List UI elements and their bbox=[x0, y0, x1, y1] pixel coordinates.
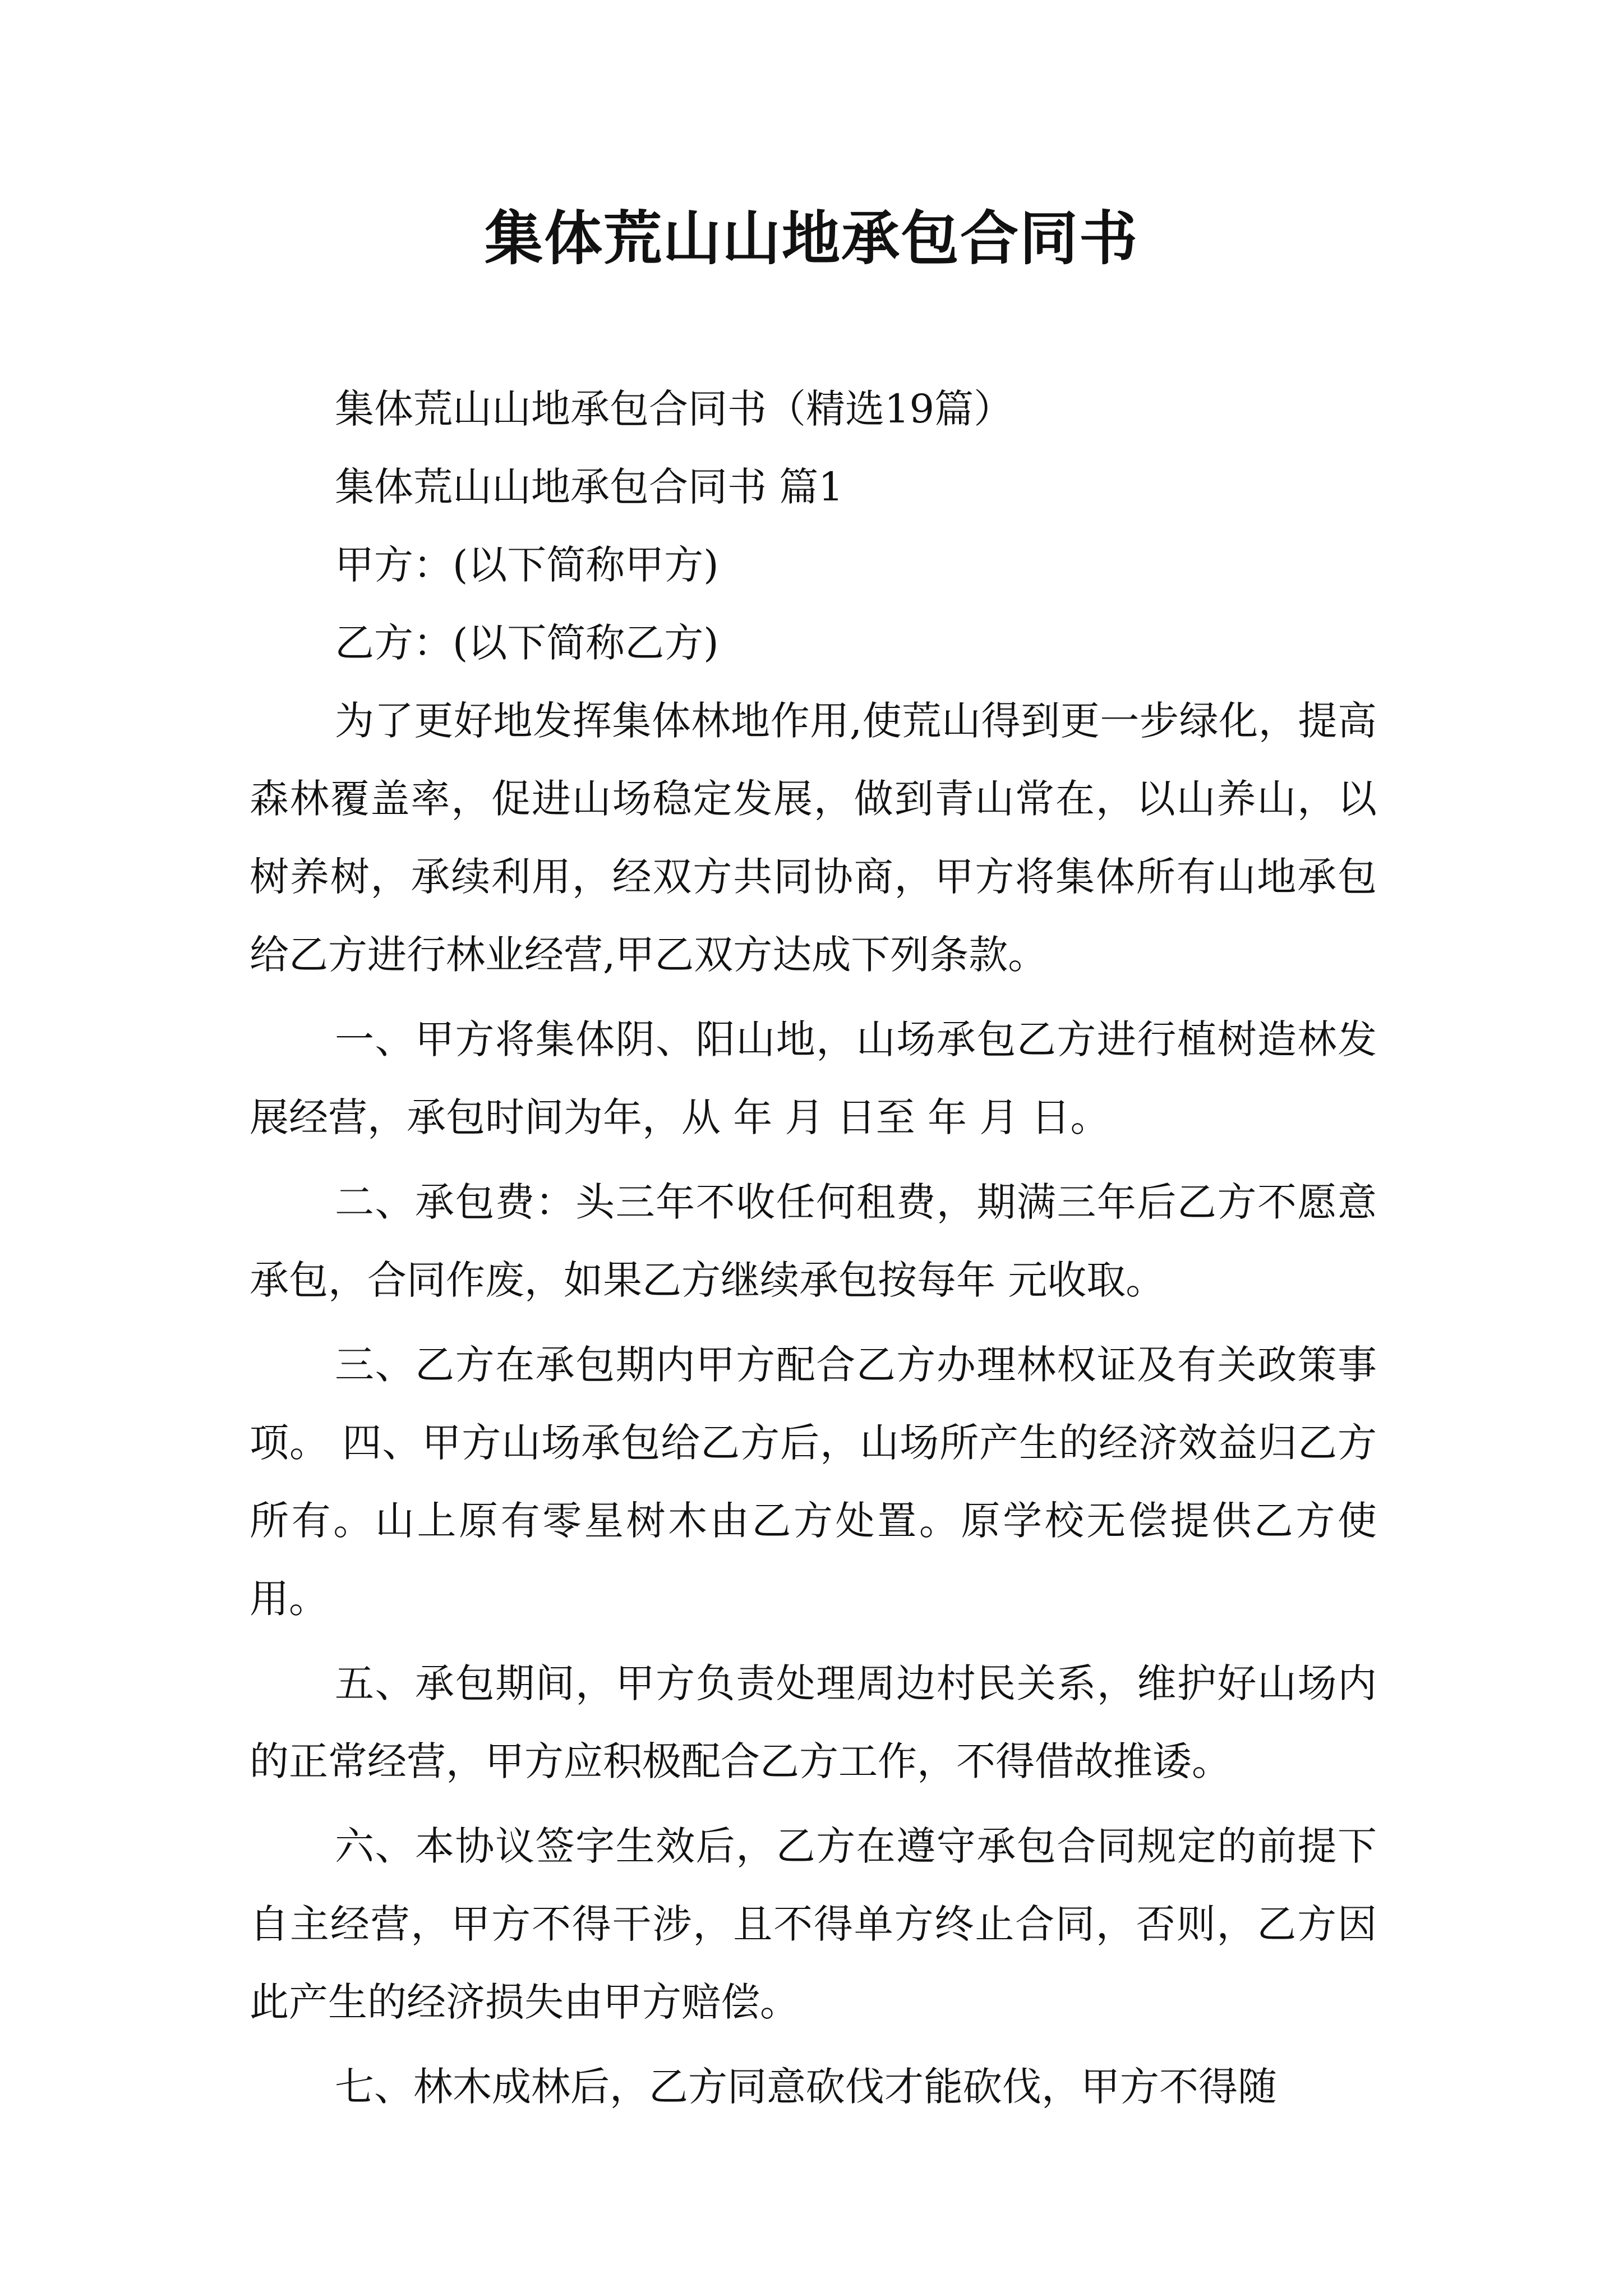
paragraph-subtitle: 集体荒山山地承包合同书（精选19篇） bbox=[335, 386, 1013, 432]
document-body bbox=[250, 370, 1377, 2126]
paragraph-preamble: 为了更好地发挥集体林地作用,使荒山得到更一步绿化，提高森林覆盖率，促进山场稳定发展，做到青山常在，以山养山，以树养树，承续利用，经双方共同协商，甲方将集体所有山地承包给乙方进行林业经营,甲乙双方达成下列条款。 bbox=[250, 698, 1377, 978]
paragraph-section-heading: 集体荒山山地承包合同书 篇1 bbox=[335, 464, 843, 510]
paragraph-clause-2: 二、承包费：头三年不收任何租费，期满三年后乙方不愿意承包，合同作废，如果乙方继续承包按每年 元收取。 bbox=[250, 1179, 1377, 1303]
paragraph-clause-6: 六、本协议签字生效后，乙方在遵守承包合同规定的前提下自主经营，甲方不得干涉，且不得单方终止合同，否则，乙方因此产生的经济损失由甲方赔偿。 bbox=[250, 1823, 1377, 2025]
paragraph-clause-5: 五、承包期间，甲方负责处理周边村民关系，维护好山场内的正常经营，甲方应积极配合乙方工作，不得借故推诿。 bbox=[250, 1660, 1377, 1784]
paragraph-clause-3-4: 三、乙方在承包期内甲方配合乙方办理林权证及有关政策事项。 四、甲方山场承包给乙方后，山场所产生的经济效益归乙方所有。山上原有零星树木由乙方处置。原学校无偿提供乙方使用。 bbox=[250, 1342, 1377, 1622]
paragraph-clause-7: 七、林木成林后，乙方同意砍伐才能砍伐，甲方不得随 bbox=[335, 2064, 1277, 2110]
paragraph-party-b: 乙方：(以下简称乙方) bbox=[335, 620, 719, 666]
paragraph-clause-1: 一、甲方将集体阴、阳山地，山场承包乙方进行植树造林发展经营，承包时间为年，从 年 月 日至 年 月 日。 bbox=[250, 1016, 1377, 1140]
paragraph-party-a: 甲方：(以下简称甲方) bbox=[335, 542, 719, 588]
document-title: 集体荒山山地承包合同书 bbox=[484, 204, 1138, 273]
